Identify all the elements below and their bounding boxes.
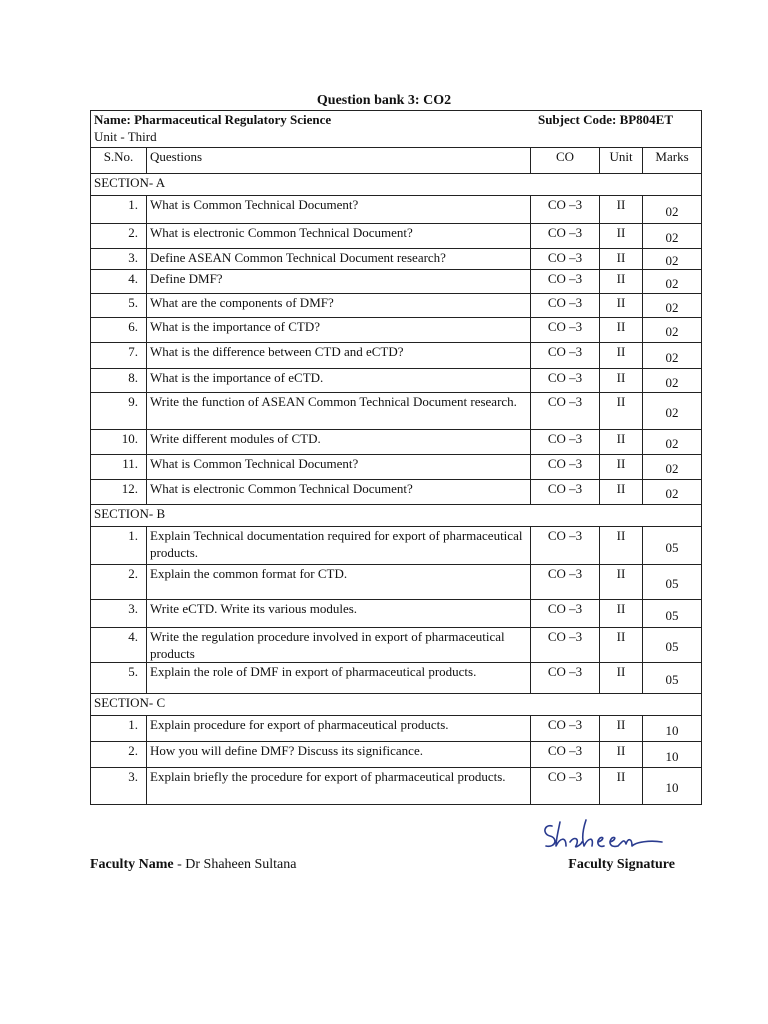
column-header-row xyxy=(91,148,702,174)
question-number: 2. xyxy=(91,565,147,600)
page-title: Question bank 3: CO2 xyxy=(316,93,452,108)
question-number: 3. xyxy=(91,600,147,628)
question-text: Write eCTD. Write its various modules. xyxy=(147,600,531,628)
question-text: What is electronic Common Technical Document? xyxy=(147,224,531,249)
question-marks: 05 xyxy=(643,628,702,663)
question-row xyxy=(91,318,702,343)
question-number: 3. xyxy=(91,768,147,805)
question-unit: II xyxy=(600,565,643,600)
question-text: Write different modules of CTD. xyxy=(147,430,531,455)
question-unit: II xyxy=(600,663,643,694)
question-text: What is electronic Common Technical Document? xyxy=(147,480,531,505)
question-number: 5. xyxy=(91,663,147,694)
question-row xyxy=(91,628,702,663)
question-marks: 02 xyxy=(643,480,702,505)
question-co: CO –3 xyxy=(531,455,600,480)
question-number: 6. xyxy=(91,318,147,343)
question-unit: II xyxy=(600,318,643,343)
question-text: Explain the common format for CTD. xyxy=(147,565,531,600)
question-co: CO –3 xyxy=(531,742,600,768)
question-co: CO –3 xyxy=(531,270,600,294)
col-co-header: CO xyxy=(531,148,600,174)
question-unit: II xyxy=(600,249,643,270)
question-row xyxy=(91,480,702,505)
question-text: Define ASEAN Common Technical Document research? xyxy=(147,249,531,270)
question-co: CO –3 xyxy=(531,716,600,742)
question-text: What are the components of DMF? xyxy=(147,294,531,318)
question-unit: II xyxy=(600,742,643,768)
question-unit: II xyxy=(600,196,643,224)
question-text: Explain procedure for export of pharmaceutical products. xyxy=(147,716,531,742)
question-co: CO –3 xyxy=(531,663,600,694)
question-row xyxy=(91,768,702,805)
question-row xyxy=(91,565,702,600)
question-marks: 10 xyxy=(643,742,702,768)
question-unit: II xyxy=(600,716,643,742)
question-co: CO –3 xyxy=(531,480,600,505)
question-row xyxy=(91,742,702,768)
question-text: Explain briefly the procedure for export of pharmaceutical products. xyxy=(147,768,531,805)
question-row xyxy=(91,600,702,628)
question-row xyxy=(91,224,702,249)
question-co: CO –3 xyxy=(531,768,600,805)
question-row xyxy=(91,196,702,224)
question-text: Write the regulation procedure involved in export of pharmaceutical products xyxy=(147,628,531,663)
question-co: CO –3 xyxy=(531,628,600,663)
subject-code: Subject Code: BP804ET xyxy=(537,112,674,127)
faculty-name: Dr Shaheen Sultana xyxy=(185,857,297,872)
question-co: CO –3 xyxy=(531,430,600,455)
col-marks-header: Marks xyxy=(643,148,702,174)
question-marks: 05 xyxy=(643,527,702,565)
question-number: 10. xyxy=(91,430,147,455)
question-marks: 10 xyxy=(643,716,702,742)
question-unit: II xyxy=(600,224,643,249)
question-number: 12. xyxy=(91,480,147,505)
question-co: CO –3 xyxy=(531,249,600,270)
question-number: 11. xyxy=(91,455,147,480)
footer xyxy=(90,857,675,873)
question-unit: II xyxy=(600,393,643,430)
question-text: What is the importance of CTD? xyxy=(147,318,531,343)
question-number: 2. xyxy=(91,224,147,249)
question-unit: II xyxy=(600,480,643,505)
question-row xyxy=(91,369,702,393)
section-title: SECTION- C xyxy=(91,694,702,716)
question-number: 5. xyxy=(91,294,147,318)
section-header-row xyxy=(91,174,702,196)
col-unit-header: Unit xyxy=(600,148,643,174)
question-co: CO –3 xyxy=(531,565,600,600)
question-unit: II xyxy=(600,628,643,663)
question-text: How you will define DMF? Discuss its significance. xyxy=(147,742,531,768)
col-sno-header: S.No. xyxy=(91,148,147,174)
question-unit: II xyxy=(600,768,643,805)
question-table xyxy=(90,110,702,805)
question-co: CO –3 xyxy=(531,294,600,318)
question-co: CO –3 xyxy=(531,318,600,343)
question-marks: 02 xyxy=(643,455,702,480)
question-co: CO –3 xyxy=(531,393,600,430)
question-number: 7. xyxy=(91,343,147,369)
info-row xyxy=(91,111,702,148)
question-text: What is the importance of eCTD. xyxy=(147,369,531,393)
question-unit: II xyxy=(600,270,643,294)
section-title: SECTION- A xyxy=(91,174,702,196)
faculty-signature-label: Faculty Signature xyxy=(568,857,675,872)
question-marks: 05 xyxy=(643,565,702,600)
question-unit: II xyxy=(600,294,643,318)
question-co: CO –3 xyxy=(531,196,600,224)
question-number: 4. xyxy=(91,270,147,294)
question-row xyxy=(91,270,702,294)
question-co: CO –3 xyxy=(531,600,600,628)
question-row xyxy=(91,663,702,694)
question-number: 3. xyxy=(91,249,147,270)
question-row xyxy=(91,343,702,369)
question-row xyxy=(91,294,702,318)
question-text: Explain Technical documentation required for export of pharmaceutical products. xyxy=(147,527,531,565)
question-marks: 02 xyxy=(643,393,702,430)
question-number: 9. xyxy=(91,393,147,430)
faculty-name-line xyxy=(90,857,296,873)
question-marks: 05 xyxy=(643,663,702,694)
question-row xyxy=(91,455,702,480)
subject-name: Name: Pharmaceutical Regulatory Science xyxy=(94,112,332,127)
question-unit: II xyxy=(600,343,643,369)
question-number: 8. xyxy=(91,369,147,393)
question-number: 4. xyxy=(91,628,147,663)
question-marks: 02 xyxy=(643,294,702,318)
question-marks: 02 xyxy=(643,343,702,369)
question-co: CO –3 xyxy=(531,224,600,249)
question-row xyxy=(91,527,702,565)
col-questions-header: Questions xyxy=(147,148,531,174)
question-co: CO –3 xyxy=(531,343,600,369)
question-text: Define DMF? xyxy=(147,270,531,294)
section-title: SECTION- B xyxy=(91,505,702,527)
question-co: CO –3 xyxy=(531,369,600,393)
question-marks: 02 xyxy=(643,196,702,224)
question-unit: II xyxy=(600,430,643,455)
question-marks: 02 xyxy=(643,270,702,294)
question-row xyxy=(91,430,702,455)
question-unit: II xyxy=(600,369,643,393)
question-text: What is Common Technical Document? xyxy=(147,455,531,480)
question-row xyxy=(91,249,702,270)
question-unit: II xyxy=(600,455,643,480)
question-number: 1. xyxy=(91,716,147,742)
unit-label: Unit - Third xyxy=(94,129,157,144)
question-text: What is the difference between CTD and eCTD? xyxy=(147,343,531,369)
question-text: Explain the role of DMF in export of pharmaceutical products. xyxy=(147,663,531,694)
question-marks: 02 xyxy=(643,369,702,393)
section-header-row xyxy=(91,505,702,527)
question-unit: II xyxy=(600,600,643,628)
faculty-sep: - xyxy=(173,857,186,872)
question-marks: 02 xyxy=(643,249,702,270)
question-text: Write the function of ASEAN Common Technical Document research. xyxy=(147,393,531,430)
question-row xyxy=(91,393,702,430)
question-number: 1. xyxy=(91,527,147,565)
question-co: CO –3 xyxy=(531,527,600,565)
question-marks: 10 xyxy=(643,768,702,805)
question-marks: 02 xyxy=(643,430,702,455)
question-number: 2. xyxy=(91,742,147,768)
question-row xyxy=(91,716,702,742)
signature-image xyxy=(540,816,670,856)
section-header-row xyxy=(91,694,702,716)
question-marks: 02 xyxy=(643,318,702,343)
question-marks: 02 xyxy=(643,224,702,249)
question-unit: II xyxy=(600,527,643,565)
question-number: 1. xyxy=(91,196,147,224)
question-marks: 05 xyxy=(643,600,702,628)
faculty-label: Faculty Name xyxy=(90,857,174,872)
question-text: What is Common Technical Document? xyxy=(147,196,531,224)
